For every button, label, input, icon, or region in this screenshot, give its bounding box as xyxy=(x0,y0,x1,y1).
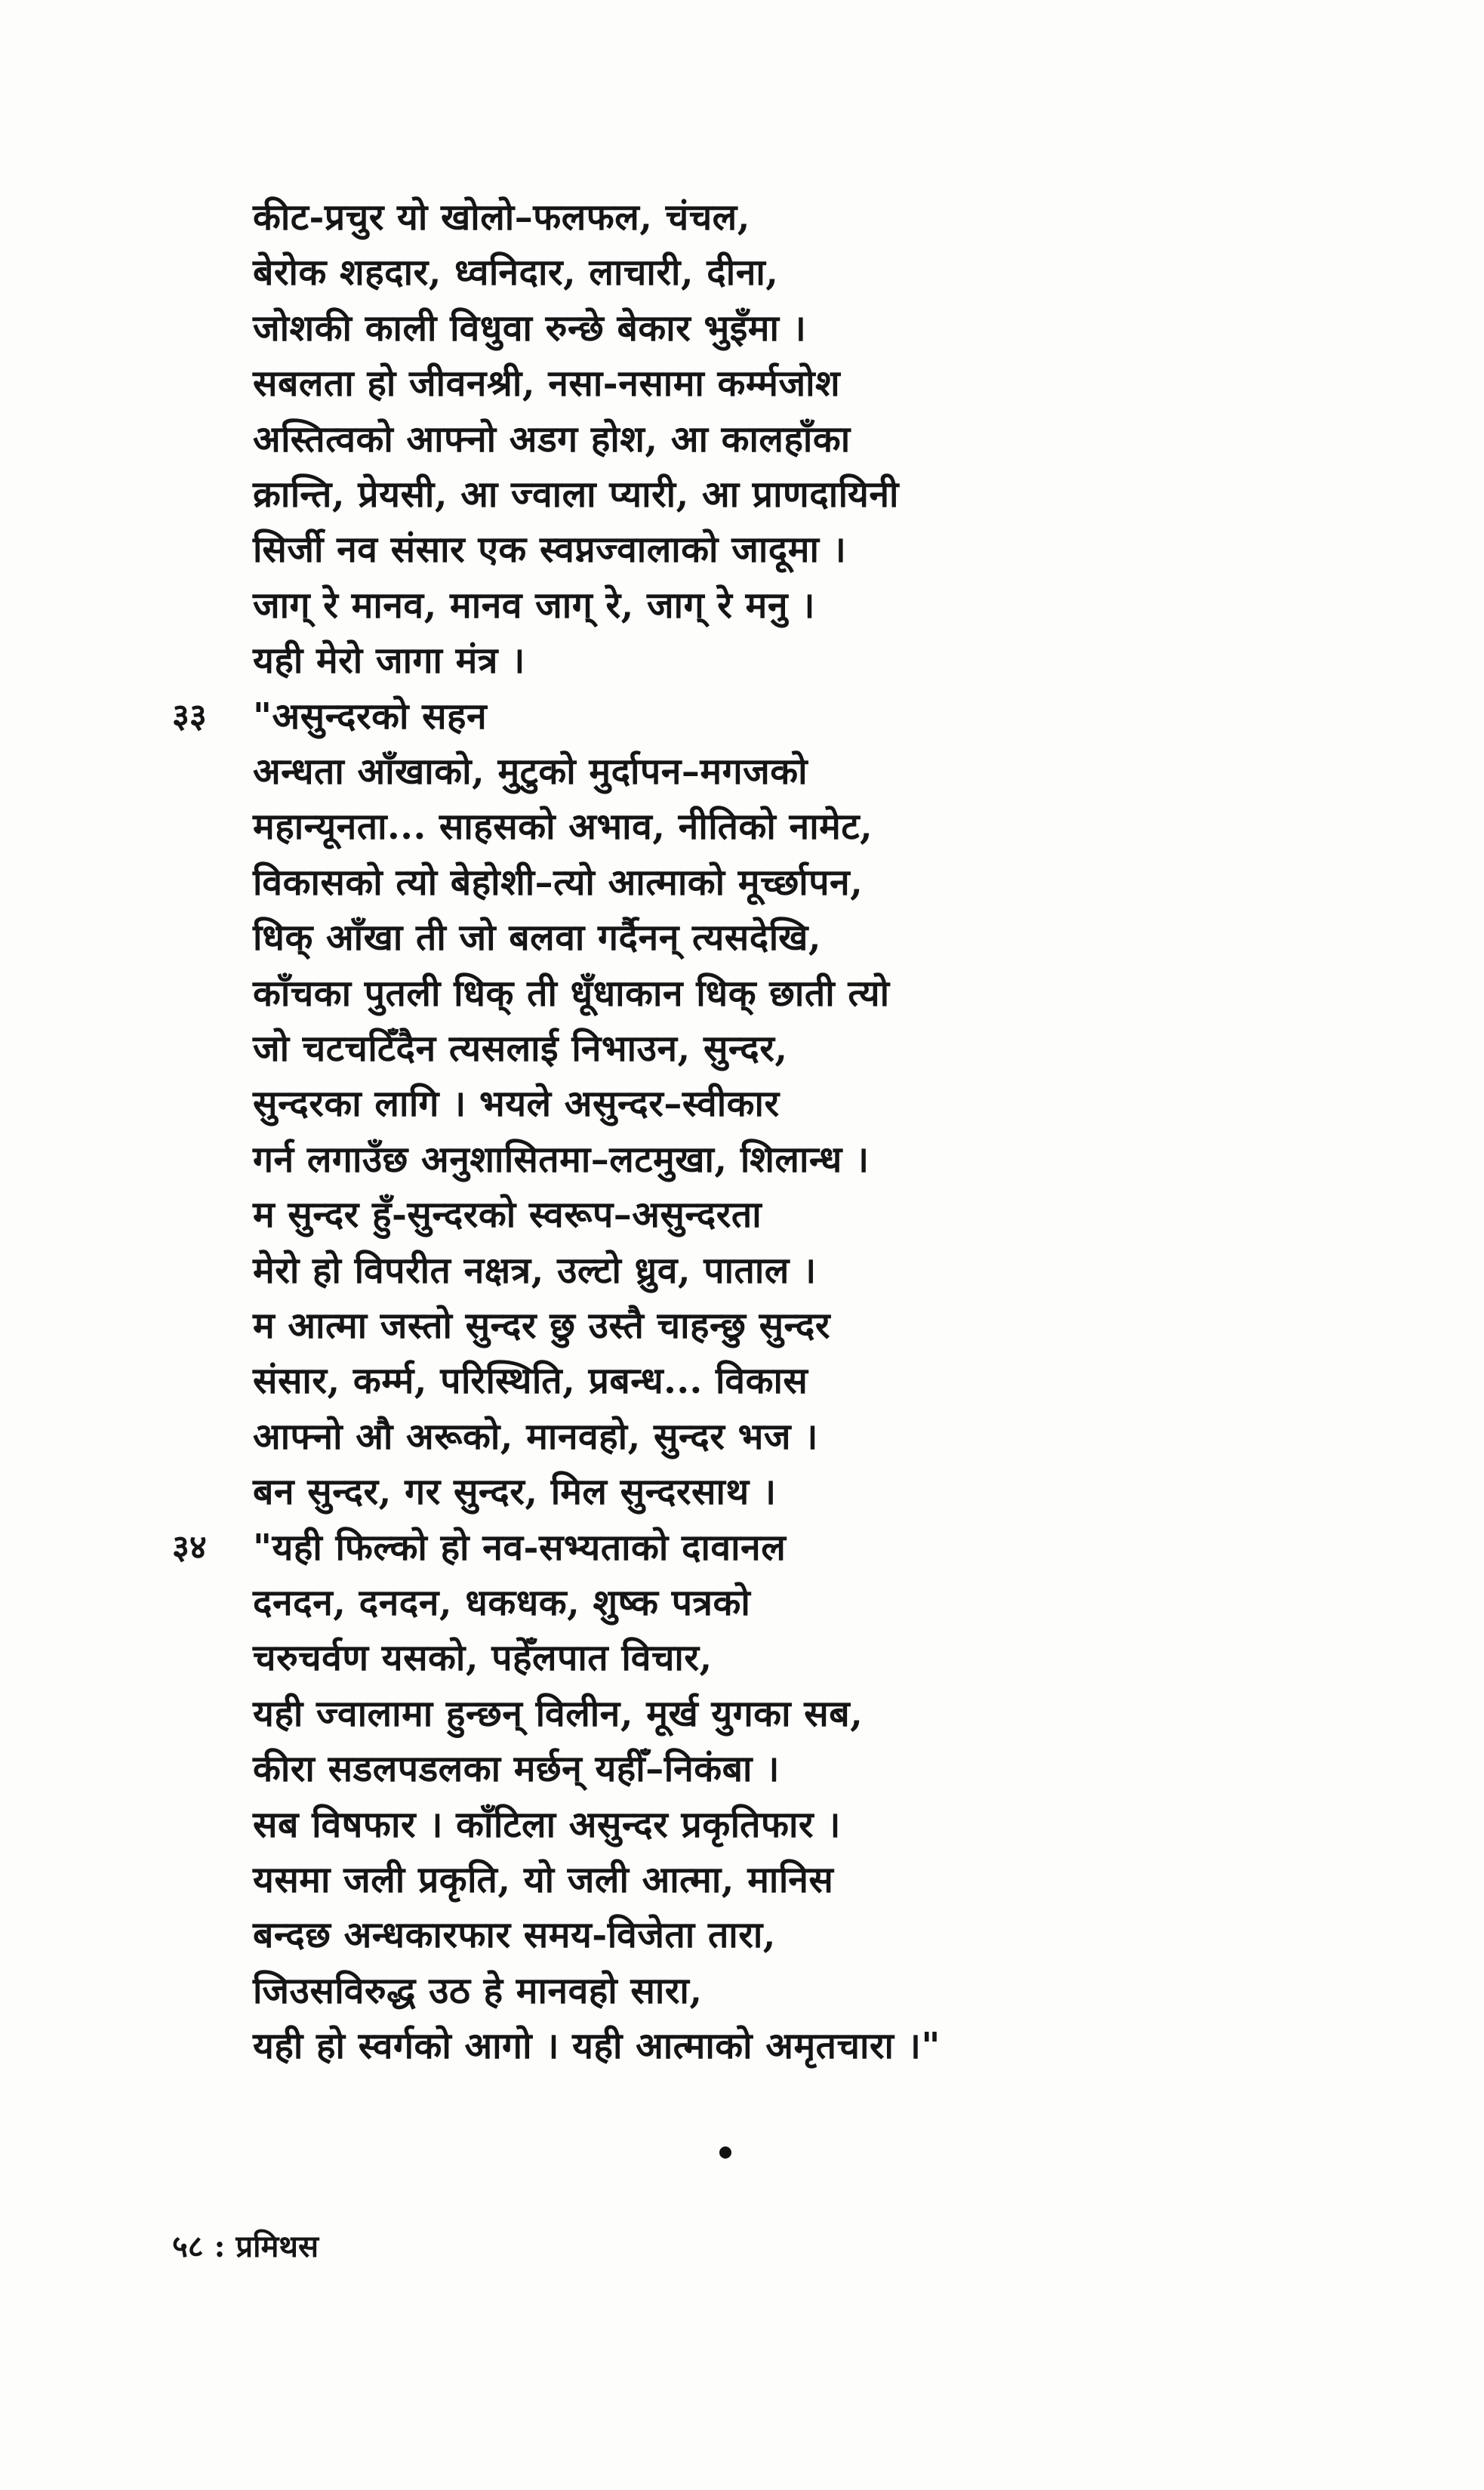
stanza-number: ३४ xyxy=(172,1528,207,1567)
poem-line: सबलता हो जीवनश्री, नसा-नसामा कर्म्मजोश xyxy=(253,362,841,405)
poem-line: "यही फिल्को हो नव-सभ्यताको दावानल xyxy=(253,1527,787,1569)
poem-line: यसमा जली प्रकृति, यो जली आत्मा, मानिस xyxy=(253,1859,834,1901)
poem-line: बेरोक शहदार, ध्वनिदार, लाचारी, दीना, xyxy=(253,251,779,294)
footer-separator: : xyxy=(214,2229,226,2264)
poem-line: महान्यूनता... साहसको अभाव, नीतिको नामेट, xyxy=(253,806,873,848)
poem-line: काँचका पुतली धिक् ती धूँधाकान धिक् छाती त्यो xyxy=(253,972,890,1015)
poem-line: धिक् आँखा ती जो बलवा गर्दैनन् त्यसदेखि, xyxy=(253,917,822,959)
poem-line: संसार, कर्म्म, परिस्थिति, प्रबन्ध... विकास xyxy=(253,1360,808,1402)
poem-line: म आत्मा जस्तो सुन्दर छु उस्तै चाहन्छु सुन्दर xyxy=(253,1305,831,1347)
poem-line: कीरा सडलपडलका मर्छन् यहीँ–निकंबा । xyxy=(253,1748,780,1790)
poem-line: विकासको त्यो बेहोशी–त्यो आत्माको मूर्च्छापन, xyxy=(253,861,864,904)
poem-line: मेरो हो विपरीत नक्षत्र, उल्टो ध्रुव, पाताल । xyxy=(253,1250,817,1292)
poem-line: चरुचर्वण यसको, पहेँलपात विचार, xyxy=(253,1637,713,1679)
poem-line: यही ज्वालामा हुन्छन् विलीन, मूर्ख युगका सब, xyxy=(253,1693,864,1735)
poem-line: सिर्जी नव संसार एक स्वप्नज्वालाको जादूमा । xyxy=(253,529,847,571)
poem-line: "असुन्दरको सहन xyxy=(253,695,488,738)
poem-line: जाग् रे मानव, मानव जाग् रे, जाग् रे मनु । xyxy=(253,584,815,627)
poem-line: क्रान्ति, प्रेयसी, आ ज्वाला प्यारी, आ प्राणदायिनी xyxy=(253,473,899,516)
end-of-poem-dot xyxy=(719,2146,731,2159)
poem-line: सुन्दरका लागि । भयले असुन्दर–स्वीकार xyxy=(253,1083,780,1125)
poem-line: गर्न लगाउँछ अनुशासितमा–लटमुखा, शिलान्ध । xyxy=(253,1139,870,1181)
poem-line: सब विषफार । काँटिला असुन्दर प्रकृतिफार । xyxy=(253,1804,841,1846)
poem-line: दनदन, दनदन, धकधक, शुष्क पत्रको xyxy=(253,1582,751,1624)
poem-line: आफ्नो औ अरूको, मानवहो, सुन्दर भज । xyxy=(253,1416,818,1458)
book-title: प्रमिथस xyxy=(236,2229,319,2264)
poem-line: जो चटचटिँदैन त्यसलाई निभाउन, सुन्दर, xyxy=(253,1028,788,1070)
stanza-number: ३३ xyxy=(172,697,207,735)
poem-line: बन्दछ अन्धकारफार समय-विजेता तारा, xyxy=(253,1914,777,1956)
page-number: ५८ xyxy=(172,2229,204,2264)
poem-line: जोशकी काली विधुवा रुन्छे बेकार भुइँमा । xyxy=(253,307,807,350)
page-footer xyxy=(172,2226,319,2268)
poem-line: अस्तित्वको आफ्नो अडग होश, आ कालहाँका xyxy=(253,418,851,461)
poem-line: यही मेरो जागा मंत्र । xyxy=(253,639,525,682)
poem-line: यही हो स्वर्गको आगो । यही आत्माको अमृतचारा ।" xyxy=(253,2025,941,2067)
poem-line: बन सुन्दर, गर सुन्दर, मिल सुन्दरसाथ । xyxy=(253,1471,777,1513)
poem-line: कीट-प्रचुर यो खोलो–फलफल, चंचल, xyxy=(253,196,750,239)
poem-line: जिउसविरुद्ध उठ हे मानवहो सारा, xyxy=(253,1970,703,2012)
poem-line: म सुन्दर हुँ-सुन्दरको स्वरूप–असुन्दरता xyxy=(253,1194,762,1236)
poem-line: अन्धता आँखाको, मुटुको मुर्दापन–मगजको xyxy=(253,750,808,793)
